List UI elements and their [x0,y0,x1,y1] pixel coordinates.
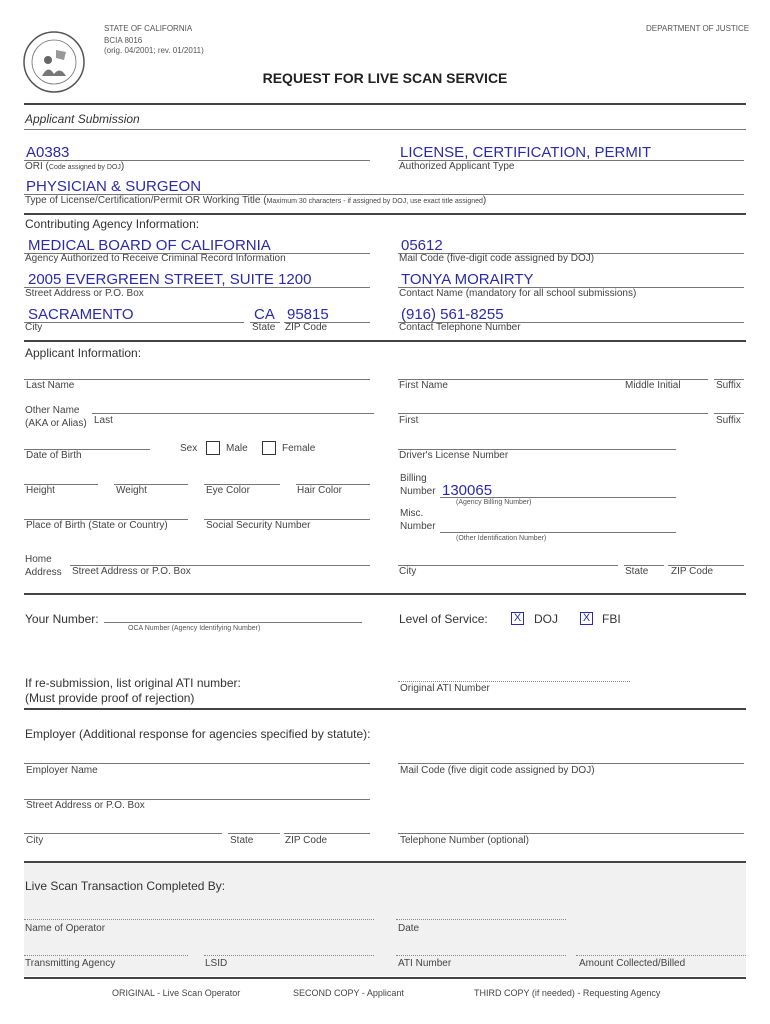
employer-phone-label: Telephone Number (optional) [400,835,529,846]
amount-label: Amount Collected/Billed [579,958,686,969]
field-line [398,763,744,764]
agency-value[interactable]: MEDICAL BOARD OF CALIFORNIA [28,237,271,254]
agency-label: Agency Authorized to Receive Criminal Record Information [25,253,286,264]
divider [24,593,746,595]
type-title-label: Type of License/Certification/Permit OR Working Title (Maximum 30 characters - if assigned by DOJ, use exact title assigned) [25,195,487,206]
divider [24,213,746,215]
field-line [396,919,566,920]
street-label: Street Address or P.O. Box [25,288,144,299]
employer-city-label: City [26,835,44,846]
section-contributing-agency: Contributing Agency Information: [25,217,200,231]
height-label: Height [26,485,55,496]
contact-value[interactable]: TONYA MORAIRTY [401,271,534,288]
zip-label: ZIP Code [285,322,328,333]
last-name-label: Last Name [26,380,75,391]
field-line [576,955,746,956]
page-title: REQUEST FOR LIVE SCAN SERVICE [262,70,508,86]
field-line [398,413,708,414]
transmitting-agency-label: Transmitting Agency [25,958,116,969]
field-line [24,322,244,323]
other-suffix-label: Suffix [716,415,741,426]
doj-label: DOJ [534,612,558,626]
employer-state-label: State [230,835,254,846]
footer-original: ORIGINAL - Live Scan Operator [112,988,241,998]
home-zip-label: ZIP Code [671,566,714,577]
city-label: City [25,322,43,333]
home-city-label: City [399,566,417,577]
ori-value[interactable]: A0383 [26,144,70,161]
applicant-type-label: Authorized Applicant Type [399,161,515,172]
street-value[interactable]: 2005 EVERGREEN STREET, SUITE 1200 [28,271,312,288]
resubmission-label: If re-submission, list original ATI number: [25,676,241,690]
male-checkbox[interactable] [206,441,220,455]
field-line [398,681,630,682]
doj-checkbox[interactable]: X [511,612,524,625]
field-line [24,763,370,764]
ssn-label: Social Security Number [206,520,311,531]
mail-code-label: Mail Code (five-digit code assigned by DOJ) [399,253,595,264]
billing-label: Billing [400,473,427,484]
place-of-birth-label: Place of Birth (State or Country) [26,520,168,531]
middle-initial-label: Middle Initial [625,380,681,391]
field-line [24,379,370,380]
weight-label: Weight [116,485,147,496]
field-line [398,833,744,834]
employer-street-label: Street Address or P.O. Box [26,800,145,811]
department-name: DEPARTMENT OF JUSTICE [646,24,750,33]
lsid-label: LSID [205,958,228,969]
field-line [396,955,566,956]
city-value[interactable]: SACRAMENTO [28,306,134,323]
other-first-label: First [399,415,419,426]
hair-color-label: Hair Color [297,485,343,496]
form-revision: (orig. 04/2001; rev. 01/2011) [104,46,204,55]
other-last-label: Last [94,415,113,426]
address-label: Address [25,567,62,578]
field-line [228,833,280,834]
field-line [440,532,676,533]
first-name-label: First Name [399,380,448,391]
field-line [92,413,374,414]
divider [24,129,746,130]
your-number-label: Your Number: [25,612,99,626]
section-employer: Employer (Additional response for agencies specified by statute): [25,727,371,741]
field-line [714,413,744,414]
field-line [284,833,370,834]
state-label: State [252,322,276,333]
eye-color-label: Eye Color [206,485,250,496]
misc-sub-label: (Other Identification Number) [456,535,547,542]
mail-code-value[interactable]: 05612 [401,237,443,254]
employer-mail-code-label: Mail Code (five digit code assigned by DOJ) [400,765,595,776]
state-value[interactable]: CA [254,306,275,323]
aka-label: (AKA or Alias) [25,418,87,429]
divider [24,340,746,342]
home-state-label: State [625,566,649,577]
contact-label: Contact Name (mandatory for all school submissions) [399,288,637,299]
home-label: Home [25,554,52,565]
misc-label: Misc. [400,508,424,519]
operator-label: Name of Operator [25,923,106,934]
fbi-checkbox[interactable]: X [580,612,593,625]
divider [24,861,746,863]
ori-label: ORI (Code assigned by DOJ) [25,161,125,172]
footer-third-copy: THIRD COPY (if needed) - Requesting Agency [474,988,661,998]
applicant-type-value[interactable]: LICENSE, CERTIFICATION, PERMIT [400,144,652,161]
field-line [24,955,188,956]
employer-zip-label: ZIP Code [285,835,328,846]
sex-label: Sex [180,443,198,454]
section-applicant-submission: Applicant Submission [25,112,140,126]
form-id: BCIA 8016 [104,36,143,45]
suffix-label: Suffix [716,380,741,391]
billing-number-label: Number [400,486,436,497]
field-line [24,833,222,834]
drivers-license-label: Driver's License Number [399,450,509,461]
level-of-service-label: Level of Service: [399,612,488,626]
field-line [204,955,374,956]
fbi-label: FBI [602,612,621,626]
divider [24,708,746,710]
divider [24,103,746,105]
dob-label: Date of Birth [26,450,82,461]
divider [24,977,746,979]
field-line [398,565,618,566]
ati-number-label: ATI Number [398,958,452,969]
field-line [104,622,362,623]
billing-sub-label: (Agency Billing Number) [456,499,532,506]
other-name-label: Other Name [25,405,80,416]
footer-second-copy: SECOND COPY - Applicant [293,988,404,998]
section-applicant-info: Applicant Information: [25,346,142,360]
state-name: STATE OF CALIFORNIA [104,24,193,33]
section-live-scan: Live Scan Transaction Completed By: [25,879,226,893]
female-checkbox[interactable] [262,441,276,455]
type-title-value[interactable]: PHYSICIAN & SURGEON [26,178,202,195]
proof-label: (Must provide proof of rejection) [25,691,195,705]
female-label: Female [282,443,316,454]
date-label: Date [398,923,420,934]
phone-label: Contact Telephone Number [399,322,521,333]
misc-number-label: Number [400,521,436,532]
employer-name-label: Employer Name [26,765,98,776]
phone-value[interactable]: (916) 561-8255 [401,306,504,323]
male-label: Male [226,443,248,454]
zip-value[interactable]: 95815 [287,306,329,323]
home-street-label: Street Address or P.O. Box [72,566,191,577]
field-line [24,919,374,920]
original-ati-label: Original ATI Number [400,683,490,694]
oca-sub-label: OCA Number (Agency Identifying Number) [128,625,261,632]
billing-number-value[interactable]: 130065 [442,482,493,499]
